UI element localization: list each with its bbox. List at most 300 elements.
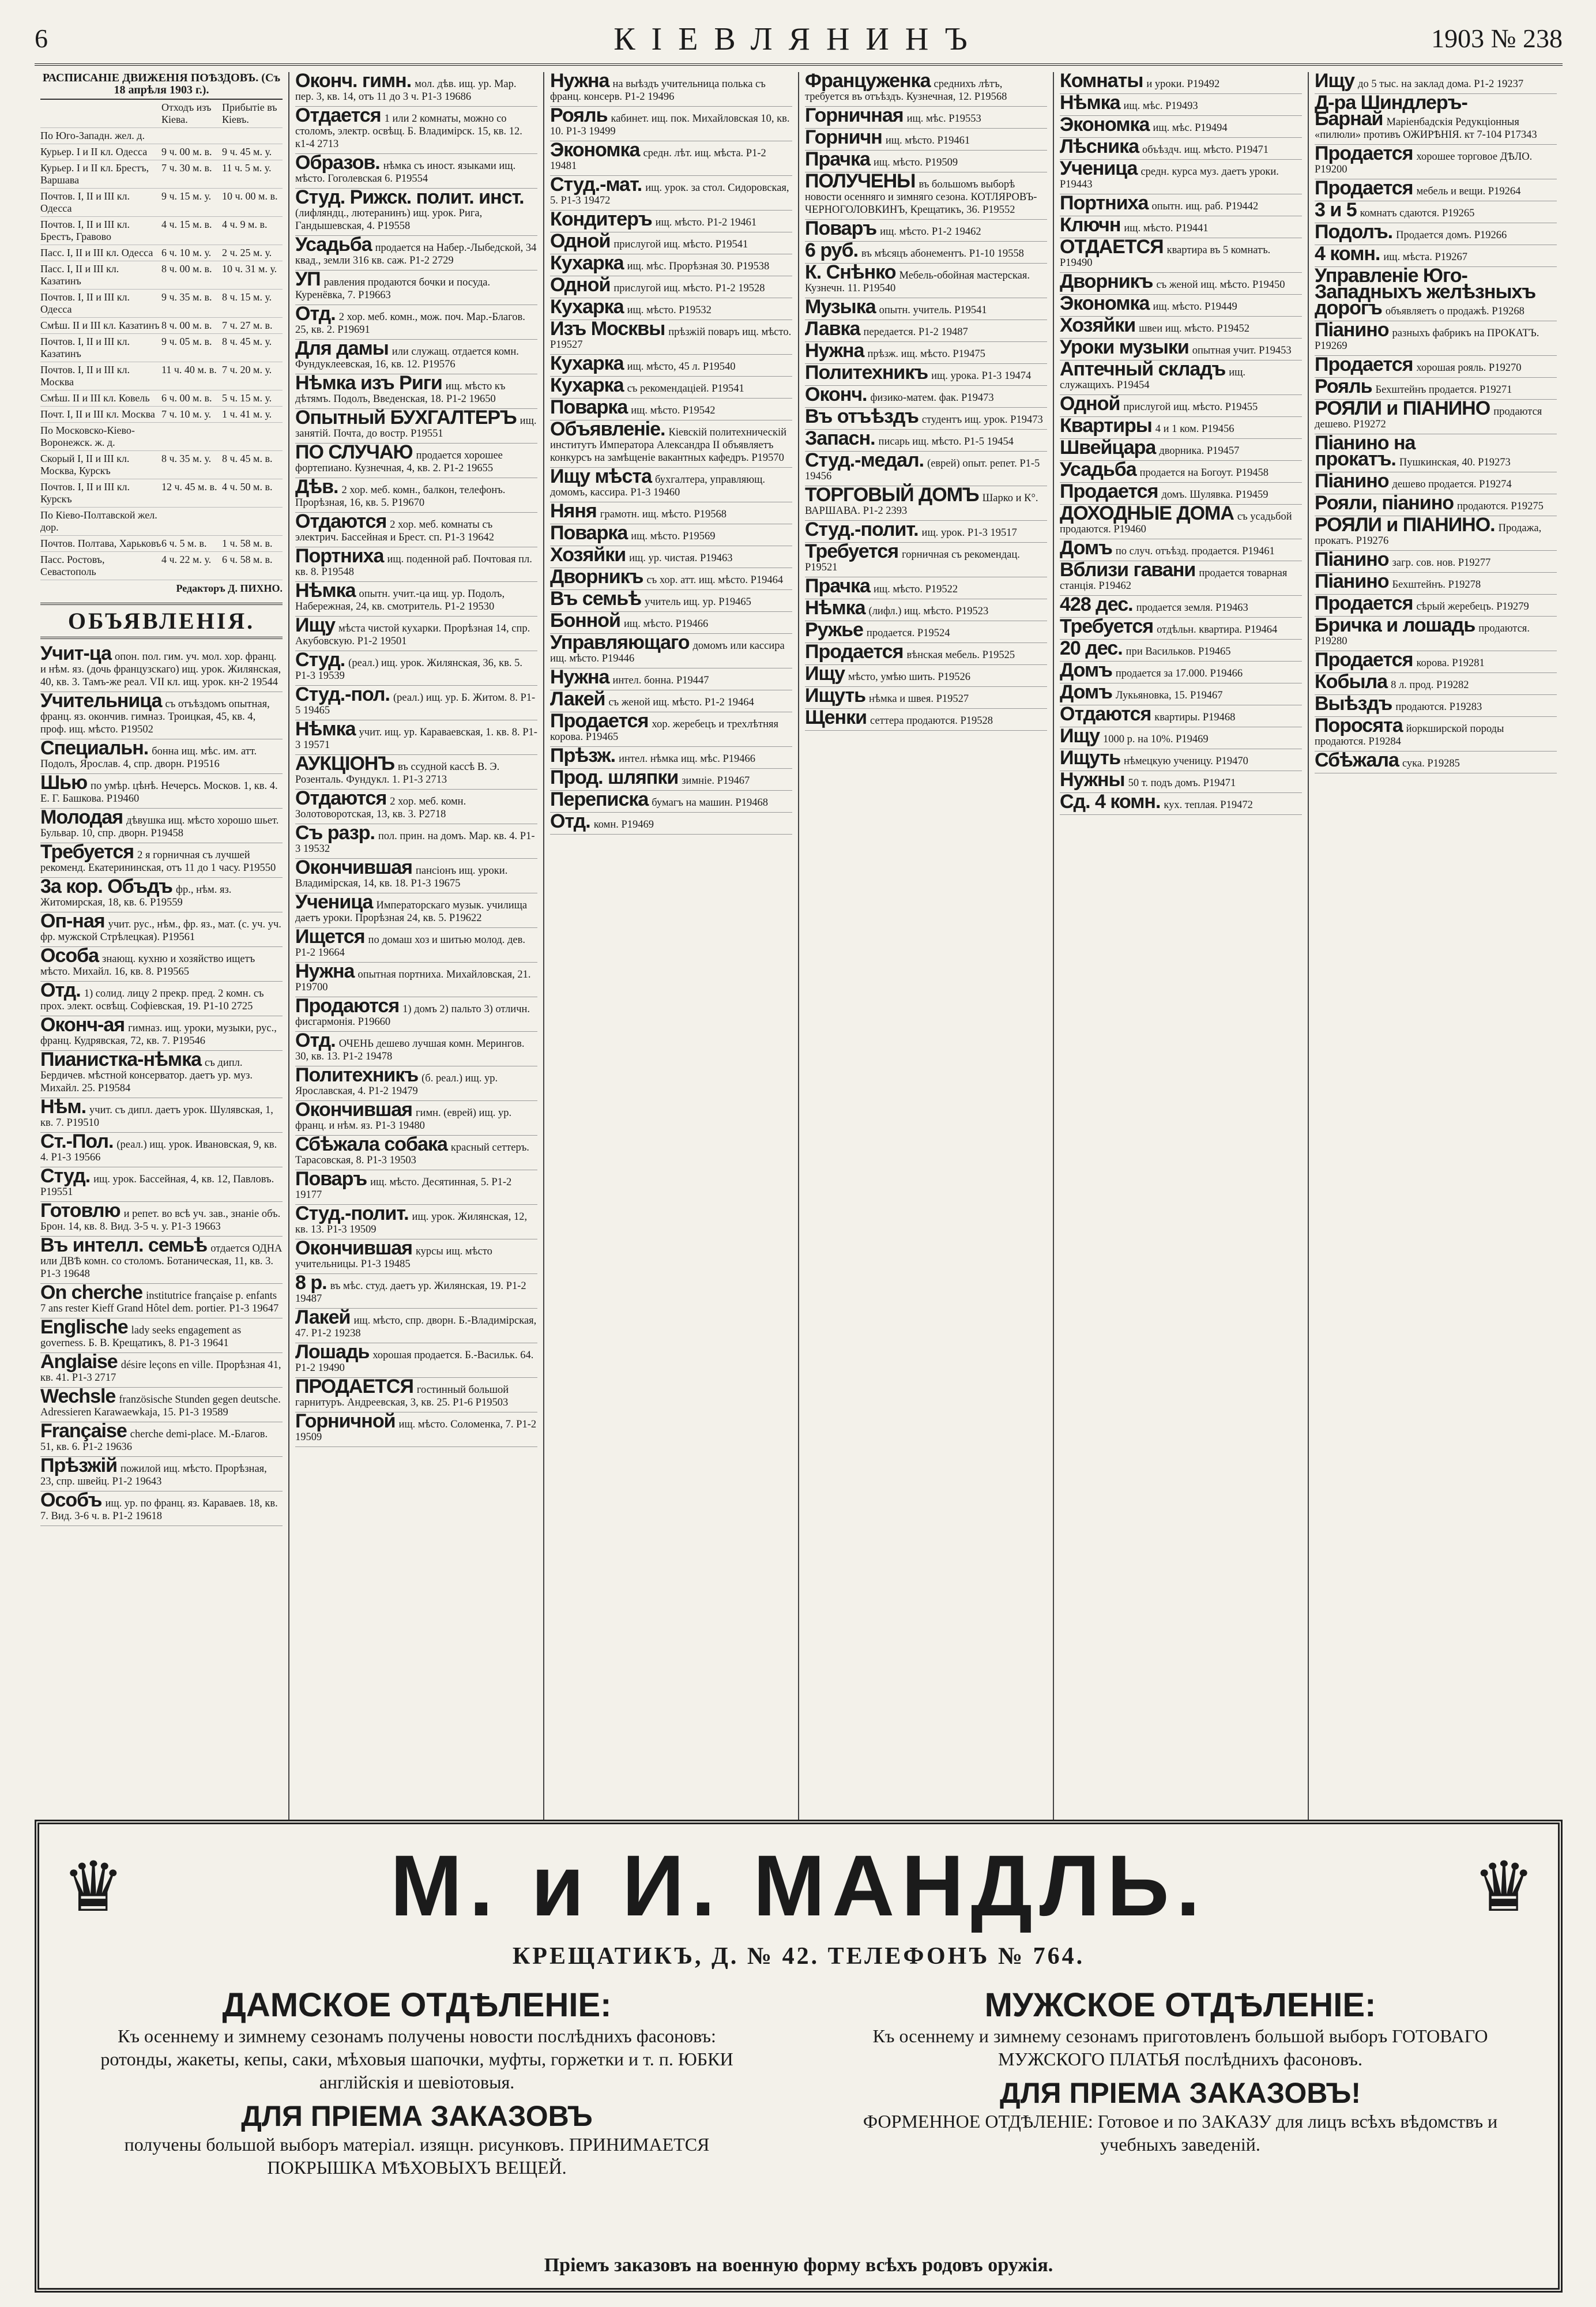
ad-text: institutrice française p. enfants 7 ans rester Kieff Grand Hôtel dem. portier. Р1-3 19647 <box>40 1290 279 1314</box>
ad-headline: Дворникъ <box>1060 270 1153 292</box>
timetable-cell: Почтов. I, II и III кл. Брестъ, Гравово <box>40 219 130 242</box>
ad-text: Кіевскій политехническій институтъ Императора Александра II объявляетъ конкурсъ на замѣщеніе вакантных кафедръ. Р19570 <box>550 427 787 464</box>
ad-text: интел. нѣмка ищ. мѣс. Р19466 <box>619 753 756 765</box>
timetable-cell <box>222 130 283 142</box>
classified-ad <box>295 720 537 755</box>
ad-text: désire leçons en ville. Прорѣзная 41, кв. 41. Р1-3 2717 <box>40 1359 281 1384</box>
ad-text: ищ. ур. по франц. яз. Караваев. 18, кв. 7. Вид. 3-6 ч. в. Р1-2 19618 <box>40 1498 278 1522</box>
ad-text: учитель ищ. ур. Р19465 <box>645 596 751 608</box>
classified-ad <box>1060 360 1302 395</box>
ad-text: нѣмка и швея. Р19527 <box>869 693 969 705</box>
ad-text: въ мѣсяцъ абонементъ. Р1-10 19558 <box>861 248 1024 260</box>
timetable-cell: Почтов. Полтава, Харьковъ <box>40 538 161 549</box>
classified-ad <box>1315 375 1557 400</box>
classified-ad <box>295 1239 537 1274</box>
ad-text: грамотн. ищ. мѣсто. Р19568 <box>600 509 727 520</box>
ad-headline: Въ семьѣ <box>550 588 642 610</box>
classified-ad <box>805 364 1047 386</box>
ad-headline: Домъ <box>1060 659 1112 681</box>
timetable-cell: 6 ч. 10 м. у. <box>161 247 212 258</box>
ad-headline: Ищуть <box>805 685 866 707</box>
timetable-cell: 4 ч. 15 м. в. <box>161 219 212 230</box>
classified-ad <box>805 599 1047 621</box>
eagle-emblem-icon: ♛ <box>62 1849 125 1926</box>
classified-ad <box>295 928 537 963</box>
ad-text: пансіонъ ищ. уроки. Владимірская, 14, кв. 18. Р1-3 19675 <box>295 865 508 889</box>
ad-text: продаются. Р19283 <box>1395 701 1482 713</box>
ad-text: фр., нѣм. яз. Житомирская, 18, кв. 6. Р19559 <box>40 884 232 908</box>
ad-headline: Вблизи гавани <box>1060 559 1196 581</box>
ad-headline: Продается <box>1315 177 1413 199</box>
classified-ad <box>550 320 792 355</box>
ad-headline: Горничная <box>805 104 904 126</box>
classified-ad <box>1060 417 1302 439</box>
ad-headline: Особъ <box>40 1489 102 1511</box>
ad-text: продается за 17.000. Р19466 <box>1115 668 1243 679</box>
classified-list <box>805 72 1047 731</box>
classified-ad <box>550 612 792 634</box>
timetable-cell: 8 ч. 45 м. в. <box>222 453 273 464</box>
timetable-row <box>40 390 283 407</box>
ad-headline: Няня <box>550 500 597 522</box>
classified-ad <box>40 642 283 692</box>
ad-text: среднихъ лѣтъ, требуется въ отъѣздъ. Кузнечная, 12. Р19568 <box>805 78 1007 103</box>
issue-date: 1903 № 238 <box>1431 24 1563 53</box>
timetable-cell: 8 ч. 15 м. у. <box>222 291 272 303</box>
masthead <box>35 17 1563 66</box>
timetable-row <box>40 552 283 580</box>
ad-headline: Ищу <box>295 614 336 636</box>
timetable-cell: 2 ч. 25 м. у. <box>222 247 272 258</box>
ad-text: передается. Р1-2 19487 <box>863 326 968 338</box>
ad-text: 50 т. подъ домъ. Р19471 <box>1128 777 1236 789</box>
timetable-row <box>40 217 283 245</box>
classified-ad <box>805 261 1047 298</box>
ad-text: разныхъ фабрикъ на ПРОКАТЪ. Р19269 <box>1315 328 1539 352</box>
ad-text: бумагъ на машин. Р19468 <box>652 797 768 809</box>
classified-ad <box>1315 201 1557 223</box>
timetable-row <box>40 536 283 552</box>
classified-ad <box>550 276 792 298</box>
ad-text: продаются дешево. Р19272 <box>1315 406 1542 430</box>
ad-headline: Лавка <box>805 318 860 340</box>
classified-ad <box>1060 270 1302 295</box>
classified-ad <box>805 386 1047 408</box>
ad-headline: Ищу <box>1060 725 1100 747</box>
timetable-cell: 8 ч. 45 м. у. <box>222 336 272 347</box>
classified-ad <box>1315 592 1557 617</box>
ad-text: загр. сов. нов. Р19277 <box>1392 557 1491 569</box>
ad-text: продается товарная станція. Р19462 <box>1060 568 1288 592</box>
ad-headline: Для дамы <box>295 337 389 359</box>
classified-ad <box>40 1234 283 1284</box>
ad-text: и уроки. Р19492 <box>1146 78 1220 90</box>
ad-text: въ большомъ выборѣ новости осенняго и зимняго сезона. КОТЛЯРОВЪ-ЧЕРНОГОЛОВКИНЪ, Крещатикъ, 36. Р19552 <box>805 179 1037 216</box>
ad-headline: Нѣмка <box>295 580 356 602</box>
classified-ad <box>550 712 792 747</box>
ad-headline: Лакей <box>295 1306 351 1328</box>
ad-headline: Горничной <box>295 1410 396 1432</box>
classified-ad <box>40 1202 283 1237</box>
ad-text: 1) солид. лицу 2 прекр. пред. 2 комн. съ прох. элект. освѣщ. Софіевская, 19. Р1-10 2725 <box>40 988 264 1012</box>
ad-text: до 5 тыс. на заклад дома. Р1-2 19237 <box>1358 78 1524 90</box>
classified-ad <box>40 774 283 809</box>
ad-headline: Экономка <box>1060 292 1150 314</box>
classified-ad <box>1315 651 1557 673</box>
ad-headline: Рояли, піанино <box>1315 492 1454 514</box>
classified-ad <box>805 148 1047 172</box>
ad-headline: Переписка <box>550 788 649 810</box>
timetable-cell: Почтов. I, II и III кл. Казатинъ <box>40 336 130 359</box>
ad-headline: АУКЦІОНЪ <box>295 753 395 775</box>
mandl-advertisement <box>35 1820 1563 2293</box>
classified-ad <box>805 405 1047 430</box>
ad-headline: Піанино <box>1315 548 1389 570</box>
classified-ad <box>295 1306 537 1343</box>
classified-ad <box>805 486 1047 521</box>
ad-headline: Поварка <box>550 522 628 544</box>
classified-ad <box>1315 356 1557 378</box>
classified-ad <box>40 1422 283 1457</box>
ad-headline: Одной <box>550 274 611 296</box>
classified-ad <box>40 947 283 982</box>
ad-headline: Кобыла <box>1315 671 1388 693</box>
ad-text: ищ. мѣсто. Р19532 <box>627 305 712 316</box>
ad-headline: Изъ Москвы <box>550 318 665 340</box>
classified-ad <box>295 1378 537 1412</box>
classified-list <box>40 642 283 1526</box>
ad-text: швеи ищ. мѣсто. Р19452 <box>1139 323 1249 335</box>
ad-text: вѣнская мебель. Р19525 <box>906 649 1015 661</box>
classified-ad <box>295 1205 537 1239</box>
ad-text: продаются. Р19275 <box>1457 501 1544 512</box>
classified-ad <box>295 997 537 1032</box>
ad-text: 1000 р. на 10%. Р19469 <box>1103 734 1209 745</box>
ad-text: ищ. урок. Жилянская, 12, кв. 13. Р1-3 19509 <box>295 1211 528 1235</box>
classified-ad <box>295 1343 537 1378</box>
classified-ad <box>40 878 283 912</box>
ad-headline: Музыка <box>805 296 876 318</box>
timetable-cell: 4 ч. 22 м. у. <box>161 554 212 565</box>
timetable-cell: 6 ч. 58 м. в. <box>222 554 273 565</box>
ad-text: продаются. Р19280 <box>1315 623 1530 647</box>
classified-ad <box>550 524 792 546</box>
timetable-cell <box>161 130 222 142</box>
ad-headline: Отд. <box>40 979 81 1001</box>
classified-ad <box>805 217 1047 242</box>
ad-text: и репет. во всѣ уч. зав., знаніе объ. Брон. 14, кв. 8. Вид. 3-5 ч. у. Р1-3 19663 <box>40 1208 281 1233</box>
ad-text: ищ. мѣсто. Р19466 <box>623 618 709 630</box>
classified-ad <box>805 427 1047 452</box>
ad-text: ищ. мѣсто. Р1-2 19462 <box>880 226 981 238</box>
ladies-orders: ДЛЯ ПРІЕМА ЗАКАЗОВЪ <box>241 2100 593 2132</box>
classified-ad <box>805 342 1047 364</box>
ad-headline: Продается <box>1060 480 1158 502</box>
classified-ad <box>1315 397 1557 434</box>
timetable-row <box>40 334 283 362</box>
timetable-cell: Почт. I, II и III кл. Москва <box>40 408 155 420</box>
ad-headline: Поросята <box>1315 715 1403 737</box>
ad-headline: Сбѣжала собака <box>295 1133 447 1155</box>
editor-line: Редакторъ Д. ПИХНО. <box>176 583 283 594</box>
ad-headline: Прѣзж. <box>550 745 616 767</box>
classified-ad <box>295 651 537 686</box>
classified-ad <box>1060 683 1302 705</box>
timetable-cell: Почтов. I, II и III кл. Одесса <box>40 291 130 315</box>
ad-headline: Оконч-ая <box>40 1014 125 1036</box>
ad-text: ищ. урок. за стол. Сидоровская, 5. Р1-3 19472 <box>550 182 789 206</box>
ladies-title: ДАМСКОЕ ОТДѢЛЕНІЕ: <box>222 1986 612 2024</box>
classified-ad <box>295 1101 537 1136</box>
ad-text: зимніе. Р19467 <box>682 775 750 787</box>
ad-text: опытная портниха. Михайловская, 21. Р19700 <box>295 969 531 993</box>
ad-headline: Кухарка <box>550 352 624 374</box>
ad-headline: On cherche <box>40 1282 143 1303</box>
mens-department <box>849 1986 1512 2156</box>
ad-headline: 6 руб. <box>805 239 859 261</box>
classified-ad <box>1060 72 1302 94</box>
classified-ad <box>40 739 283 774</box>
classified-ad <box>1315 472 1557 494</box>
ad-text: йоркширской породы продаются. Р19284 <box>1315 723 1504 747</box>
classified-ad <box>40 1284 283 1318</box>
ad-headline: Кондитеръ <box>550 208 652 230</box>
ad-text: прислугой ищ. мѣсто. Р19541 <box>613 239 748 250</box>
classified-ad <box>295 614 537 651</box>
section-title: ОБЪЯВЛЕНІЯ. <box>40 603 283 639</box>
classified-list <box>1060 72 1302 815</box>
timetable-rows <box>40 128 283 580</box>
classified-ad <box>550 396 792 420</box>
ad-headline: 428 дес. <box>1060 593 1133 615</box>
classified-ad <box>550 634 792 668</box>
ad-headline: Студ. Рижск. полит. инст. <box>295 186 524 208</box>
ad-text: ищ. мѣсто къ дѣтямъ. Подолъ, Введенская, 18. Р1-2 19650 <box>295 381 506 405</box>
ad-text: продается земля. Р19463 <box>1136 602 1248 614</box>
ad-headline: Д-ра Шиндлеръ-Барнай <box>1315 92 1467 130</box>
ad-headline: ПО СЛУЧАЮ <box>295 441 413 463</box>
ad-text: (реал.) ищ. урок. Ивановская, 9, кв. 4. Р1-3 19566 <box>40 1139 277 1163</box>
classified-ad <box>295 374 537 409</box>
ad-headline: Отд. <box>295 303 336 325</box>
ad-headline: Комнаты <box>1060 72 1143 92</box>
classified-ad <box>1060 539 1302 561</box>
timetable-cell: 8 ч. 00 м. в. <box>161 263 212 275</box>
ad-text: ищ. мѣс. Р19493 <box>1123 100 1198 112</box>
timetable-cell: Курьер. I и II кл. Брестъ, Варшава <box>40 162 149 186</box>
ad-headline: Шью <box>40 772 88 794</box>
ad-text: Лукьяновка, 15. Р19467 <box>1115 690 1223 701</box>
ad-text: französische Stunden gegen deutsche. Adressieren Karawaewkaja, 15. Р1-3 19589 <box>40 1394 281 1418</box>
classified-ad <box>1315 223 1557 245</box>
ad-headline: 3 и 5 <box>1315 199 1357 221</box>
ladies-department <box>85 1986 748 2179</box>
ad-headline: Учит-ца <box>40 642 111 664</box>
classified-ad <box>40 912 283 947</box>
timetable-row <box>40 160 283 189</box>
ad-text: отдается ОДНА или ДВѢ комн. со столомъ. Ботаническая, 11, кв. 3. Р1-3 19648 <box>40 1243 283 1280</box>
ad-headline: Горничн <box>805 126 882 148</box>
ad-headline: Кухарка <box>550 252 624 274</box>
classified-ad <box>295 154 537 189</box>
ad-text: или служащ. отдается комн. Фундуклеевская, 16, кв. 12. Р19576 <box>295 346 519 370</box>
ad-text: ищ. урок. Р1-3 19517 <box>921 527 1017 539</box>
timetable-cell: 7 ч. 20 м. у. <box>222 364 272 375</box>
classified-ad <box>295 337 537 374</box>
ad-text: съ хор. атт. ищ. мѣсто. Р19464 <box>646 574 784 586</box>
ad-text: Бехштейнъ продается. Р19271 <box>1375 384 1512 396</box>
ad-headline: Нѣм. <box>40 1096 86 1118</box>
timetable-cell: 9 ч. 45 м. у. <box>222 146 272 157</box>
timetable-cell: 10 ч. 31 м. у. <box>222 263 277 275</box>
classified-ad <box>550 374 792 399</box>
timetable-cell: Смѣш. II и III кл. Ковель <box>40 392 150 404</box>
timetable-cell: По Московско-Кіево-Воронежск. ж. д. <box>40 424 135 448</box>
classified-ad <box>295 1170 537 1205</box>
classified-ad <box>40 1167 283 1202</box>
classified-ad <box>40 692 283 739</box>
ad-text: Маріенбадскія Редукціонныя «пилюли» противъ ОЖИРѢНІЯ. кт 7-104 Р17343 <box>1315 117 1537 141</box>
ad-text: cherche demi-place. М.-Благов. 51, кв. 6. Р1-2 19636 <box>40 1429 268 1453</box>
ad-text: 1 или 2 комнаты, можно со столомъ, электр. освѣщ. Б. Владимірск. 15, кв. 12. к1-4 2713 <box>295 113 522 150</box>
ad-headline: Хозяйки <box>550 544 626 566</box>
classified-ad <box>295 755 537 790</box>
classified-ad <box>295 1133 537 1170</box>
timetable-row <box>40 128 283 144</box>
classified-ad <box>295 1029 537 1066</box>
ad-text: 2 хор. меб. комнаты съ электрич. Бассейная и Брест. сп. Р1-3 19642 <box>295 519 495 543</box>
ad-headline: Студ.-полит. <box>295 1203 409 1224</box>
ladies-orders-text: получены большой выборъ матеріал. изящн. рисунковъ. ПРИНИМАЕТСЯ ПОКРЫШКА МѢХОВЫХЪ ВЕЩЕЙ. <box>124 2134 710 2178</box>
ad-text: (лифл.) ищ. мѣсто. Р19523 <box>868 606 989 617</box>
ad-text: гимн. (еврей) ищ. ур. франц. и нѣм. яз. Р1-3 19480 <box>295 1107 512 1132</box>
ad-text: ищ. мѣсто. Р19441 <box>1124 223 1209 234</box>
ad-headline: Щенки <box>805 707 867 728</box>
ad-headline: Окончившая <box>295 1099 412 1121</box>
ad-headline: Продается <box>1315 592 1413 614</box>
classified-ad <box>1315 179 1557 201</box>
ad-text: квартира въ 5 комнатъ. Р19490 <box>1060 245 1271 269</box>
ad-text: кух. теплая. Р19472 <box>1164 799 1253 811</box>
classified-ad <box>40 1098 283 1133</box>
ad-headline: Отдаются <box>295 787 387 809</box>
ad-headline: Продается <box>1315 649 1413 671</box>
classified-ad <box>295 683 537 720</box>
classified-ad <box>1315 494 1557 516</box>
mens-orders-text: ФОРМЕННОЕ ОТДѢЛЕНІЕ: Готовое и по ЗАКАЗУ для лицъ всѣхъ вѣдомствъ и учебныхъ заведеній. <box>863 2111 1498 2155</box>
ad-headline: Ищу мѣста <box>550 465 652 487</box>
ad-headline: Продается <box>1315 354 1413 375</box>
classified-ad <box>295 104 537 154</box>
classified-ad <box>1060 593 1302 618</box>
classified-ad <box>1060 749 1302 771</box>
ad-text: ищ. урок. Бассейная, 4, кв. 12, Павловъ. Р19551 <box>40 1174 274 1198</box>
ad-text: ищ. мѣсто. Р19522 <box>873 584 958 595</box>
ad-headline: Опытный БУХГАЛТЕРЪ <box>295 407 517 429</box>
ad-headline: РОЯЛИ и ПІАНИНО. <box>1315 514 1495 536</box>
ad-headline: Продается <box>805 641 904 663</box>
ad-text: сеттера продаются. Р19528 <box>870 715 993 727</box>
ad-headline: Отд. <box>295 1029 336 1051</box>
classified-ad <box>1060 793 1302 815</box>
ad-headline: Уроки музыки <box>1060 336 1189 358</box>
ad-text: прислугой ищ. мѣсто. Р1-2 19528 <box>613 283 765 294</box>
ad-headline: Окончившая <box>295 856 412 878</box>
classified-ad <box>550 298 792 320</box>
ad-text: хорошая рояль. Р19270 <box>1416 362 1522 374</box>
ad-text: хор. жеребецъ и трехлѣтняя корова. Р19465 <box>550 719 778 743</box>
ad-headline: Выѣздъ <box>1315 693 1392 715</box>
ad-headline: Политехникъ <box>295 1064 419 1086</box>
timetable-cell: Почтов. I, II и III кл. Одесса <box>40 190 130 214</box>
ad-headline: Отд. <box>550 810 590 832</box>
timetable-row <box>40 479 283 508</box>
ad-headline: Дворникъ <box>550 566 643 588</box>
ad-headline: Ученица <box>1060 157 1138 179</box>
ad-headline: Française <box>40 1420 127 1442</box>
ad-headline: Одной <box>550 230 611 252</box>
timetable-title: РАСПИСАНІЕ ДВИЖЕНІЯ ПОѢЗДОВЪ. (Съ 18 апрѣля 1903 г.). <box>40 72 283 100</box>
ad-headline: Ищуть <box>1060 747 1121 769</box>
ad-text: при Васильков. Р19465 <box>1126 646 1231 657</box>
ad-headline: Нѣмка <box>1060 92 1120 114</box>
timetable-row <box>40 407 283 423</box>
ad-text: по умѣр. цѣнѣ. Нечерсь. Москов. 1, кв. 4. Е. Г. Башкова. Р19460 <box>40 780 278 805</box>
classified-list <box>1315 72 1557 773</box>
ad-text: по домаш хоз и шитью молод. дев. Р1-2 19664 <box>295 934 525 959</box>
classified-ad <box>40 1130 283 1167</box>
ad-text: физико-матем. фак. Р19473 <box>870 392 994 404</box>
timetable-row <box>40 245 283 261</box>
classified-ad <box>550 568 792 590</box>
ad-headline: Нужны <box>1060 769 1125 791</box>
classified-ad <box>550 232 792 254</box>
classified-ad <box>295 787 537 824</box>
timetable-row <box>40 144 283 160</box>
ad-text: Мебель-обойная мастерская. Кузнечн. 11. Р19540 <box>805 270 1030 294</box>
ad-text: дѣвушка ищ. мѣсто хорошо шьет. Бульвар. 10, спр. дворн. Р19458 <box>40 815 279 839</box>
ad-headline: Портниха <box>295 545 384 567</box>
ad-text: (еврей) опыт. репет. Р1-5 19456 <box>805 458 1040 482</box>
ad-text: 2 хор. меб. комн., мож. поч. Мар.-Благов. 25, кв. 2. Р19691 <box>295 311 525 336</box>
ad-text: ищ. мѣсто. Десятинная, 5. Р1-2 19177 <box>295 1177 512 1201</box>
ad-headline: Студ.-мат. <box>550 174 642 196</box>
classified-ad <box>550 254 792 276</box>
mens-text: Къ осеннему и зимнему сезонамъ приготовленъ большой выборъ ГОТОВАГО МУЖСКОГО ПЛАТЬЯ послѣднихъ фасоновъ. <box>872 2026 1488 2069</box>
ad-text: продается на Богоут. Р19458 <box>1139 467 1269 479</box>
classified-ad <box>805 577 1047 599</box>
ad-headline: Требуется <box>805 540 899 562</box>
timetable-cell: 10 ч. 00 м. в. <box>222 190 278 202</box>
timetable-cell: 9 ч. 00 м. в. <box>161 146 212 157</box>
classified-ad <box>295 409 537 444</box>
ad-text: съ рекомендаціей. Р19541 <box>627 383 744 394</box>
ad-headline: ПРОДАЕТСЯ <box>295 1376 413 1397</box>
ad-headline: Молодая <box>40 806 123 828</box>
newspaper-title: КІЕВЛЯНИНЪ <box>613 21 984 57</box>
ad-headline: Нужна <box>550 666 609 688</box>
classified-ad <box>1315 267 1557 321</box>
mens-title: МУЖСКОЕ ОТДѢЛЕНІЕ: <box>984 1986 1376 2024</box>
ad-headline: Управляющаго <box>550 632 690 653</box>
ad-headline: Прачка <box>805 575 870 597</box>
classified-ad <box>805 126 1047 151</box>
ad-text: домъ. Шулявка. Р19459 <box>1161 489 1268 501</box>
classified-ad <box>550 668 792 690</box>
ad-headline: Учительница <box>40 690 162 712</box>
classified-ad <box>1060 771 1302 793</box>
ad-text: комн. Р19469 <box>593 819 654 831</box>
